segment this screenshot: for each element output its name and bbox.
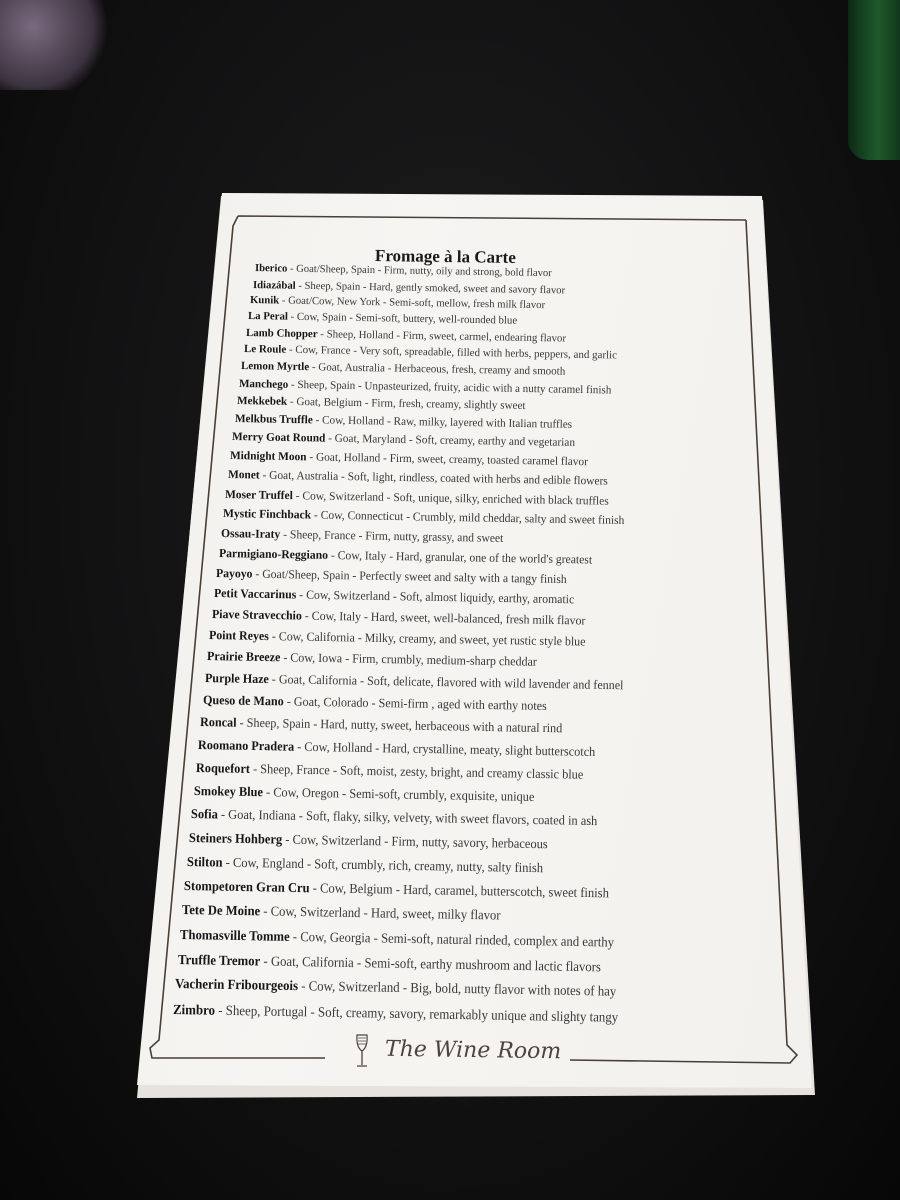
cheese-name: Moser Truffel <box>225 487 294 503</box>
cheese-name: Manchego <box>238 377 289 391</box>
cheese-name: Le Roule <box>243 343 286 357</box>
cheese-description: - Cow, Italy - Hard, sweet, well-balanced, fresh milk flavor <box>301 608 586 628</box>
cheese-description: - Goat/Sheep, Spain - Firm, nutty, oily and strong, bold flavor <box>287 263 552 280</box>
cheese-description: - Goat, Belgium - Firm, fresh, creamy, slightly sweet <box>286 395 526 413</box>
cheese-description: - Cow, Italy - Hard, granular, one of the world's greatest <box>327 547 592 567</box>
cheese-description: - Cow, Switzerland - Soft, almost liquidy, earthy, aromatic <box>296 587 575 607</box>
cheese-name: La Peral <box>248 310 289 324</box>
cheese-description: - Cow, Switzerland - Big, bold, nutty flavor with notes of hay <box>298 979 617 1001</box>
cheese-name: Mystic Finchback <box>222 506 312 522</box>
cheese-name: Prairie Breeze <box>207 649 281 665</box>
cheese-description: - Cow, England - Soft, crumbly, rich, creamy, nutty, salty finish <box>222 854 543 875</box>
cheese-description: - Cow, California - Milky, creamy, and sweet, yet rustic style blue <box>269 628 587 649</box>
cheese-name: Lemon Myrtle <box>241 360 310 374</box>
cheese-name: Mekkebek <box>236 395 288 408</box>
cheese-name: Stilton <box>186 853 223 870</box>
cheese-description: - Cow, Switzerland - Soft, unique, silky, enriched with black truffles <box>293 488 610 508</box>
cheese-description: - Cow, Spain - Semi-soft, buttery, well-rounded blue <box>287 311 518 328</box>
cheese-description: - Goat, Colorado - Semi-firm , aged with earthy notes <box>283 693 547 713</box>
cheese-description: - Cow, Switzerland - Firm, nutty, savory, herbaceous <box>281 831 548 852</box>
cheese-description: - Goat/Sheep, Spain - Perfectly sweet and salty with a tangy finish <box>252 566 568 586</box>
cheese-description: - Cow, Switzerland - Hard, sweet, milky flavor <box>260 903 501 923</box>
cheese-description: - Sheep, Spain - Unpasteurized, fruity, acidic with a nutty caramel finish <box>288 378 612 397</box>
cheese-description: - Cow, Connecticut - Crumbly, mild cheddar, salty and sweet finish <box>311 507 625 528</box>
wine-glass-icon <box>352 1033 372 1069</box>
cheese-name: Thomasville Tomme <box>179 927 290 944</box>
cheese-name: Ossau-Iraty <box>220 525 281 541</box>
cheese-description: - Goat, Maryland - Soft, creamy, earthy and vegetarian <box>325 432 576 449</box>
cheese-description: - Sheep, Spain - Hard, gently smoked, sweet and savory flavor <box>295 279 565 296</box>
cheese-description: - Cow, Holland - Hard, crystalline, meaty, slight butterscotch <box>294 738 596 760</box>
logo-text: The Wine Room <box>384 1036 562 1065</box>
cheese-name: Piave Stravecchio <box>211 606 302 623</box>
cheese-name: Petit Vaccarinus <box>213 586 297 602</box>
cheese-name: Iberico <box>254 263 288 275</box>
cheese-description: - Cow, Holland - Raw, milky, layered with Italian truffles <box>312 414 572 431</box>
cheese-description: - Sheep, Spain - Hard, nutty, sweet, herbaceous with a natural rind <box>236 715 563 736</box>
cheese-name: Vacherin Fribourgeois <box>175 977 299 995</box>
cheese-name: Payoyo <box>216 565 253 581</box>
cheese-name: Monet <box>227 468 260 482</box>
cheese-name: Midnight Moon <box>229 449 307 464</box>
cheese-name: Kunik <box>250 294 280 307</box>
cheese-description: - Goat/Cow, New York - Semi-soft, mellow, fresh milk flavor <box>279 294 546 312</box>
cheese-name: Merry Goat Round <box>232 431 326 445</box>
cheese-name: Roquefort <box>195 759 250 776</box>
cheese-name: Parmigiano-Reggiano <box>218 545 328 562</box>
cheese-description: - Sheep, France - Firm, nutty, grassy, and sweet <box>280 526 504 545</box>
cheese-name: Queso de Mano <box>202 692 284 708</box>
cheese-description: - Cow, France - Very soft, spreadable, filled with herbs, peppers, and garlic <box>285 344 617 362</box>
cheese-description: - Goat, California - Semi-soft, earthy mushroom and lactic flavors <box>259 953 601 975</box>
cheese-name: Sofia <box>191 806 219 822</box>
cheese-name: Roomano Pradera <box>197 737 295 754</box>
cheese-description: - Sheep, France - Soft, moist, zesty, bright, and creamy classic blue <box>249 760 584 782</box>
cheese-name: Point Reyes <box>209 627 270 643</box>
cheese-name: Roncal <box>200 714 237 730</box>
cheese-description: - Goat, Australia - Herbaceous, fresh, creamy and smooth <box>309 361 566 378</box>
cheese-description: - Goat, Holland - Firm, sweet, creamy, toasted caramel flavor <box>306 450 588 469</box>
cheese-name: Tete De Moine <box>181 902 261 919</box>
cheese-description: - Cow, Iowa - Firm, crumbly, medium-sharp cheddar <box>280 650 538 669</box>
cheese-name: Lamb Chopper <box>245 326 318 340</box>
cheese-description: - Goat, Australia - Soft, light, rindless, coated with herbs and edible flowers <box>259 468 608 488</box>
cheese-description: - Cow, Belgium - Hard, caramel, butterscotch, sweet finish <box>309 880 610 901</box>
cheese-description: - Cow, Oregon - Semi-soft, crumbly, exquisite, unique <box>262 784 535 804</box>
menu-title: Fromage à la Carte <box>374 246 516 267</box>
cheese-name: Melkbus Truffle <box>234 412 313 427</box>
cheese-description: - Sheep, Holland - Firm, sweet, carmel, endearing flavor <box>317 327 566 345</box>
cheese-description: - Goat, Indiana - Soft, flaky, silky, velvety, with sweet flavors, coated in ash <box>217 806 598 829</box>
cheese-description: - Goat, California - Soft, delicate, flavored with wild lavender and fennel <box>268 671 624 693</box>
cheese-name: Zimbro <box>172 1003 216 1019</box>
cheese-name: Steiners Hohberg <box>188 829 283 847</box>
cheese-name: Stompetoren Gran Cru <box>184 877 311 896</box>
cheese-name: Purple Haze <box>204 670 269 686</box>
cheese-description: - Cow, Georgia - Semi-soft, natural rinded, complex and earthy <box>289 928 615 950</box>
cheese-description: - Sheep, Portugal - Soft, creamy, savory, remarkably unique and slighty tangy <box>214 1003 619 1026</box>
cheese-name: Smokey Blue <box>193 782 263 800</box>
cheese-name: Truffle Tremor <box>177 952 260 969</box>
cheese-name: Idiazábal <box>252 278 296 292</box>
